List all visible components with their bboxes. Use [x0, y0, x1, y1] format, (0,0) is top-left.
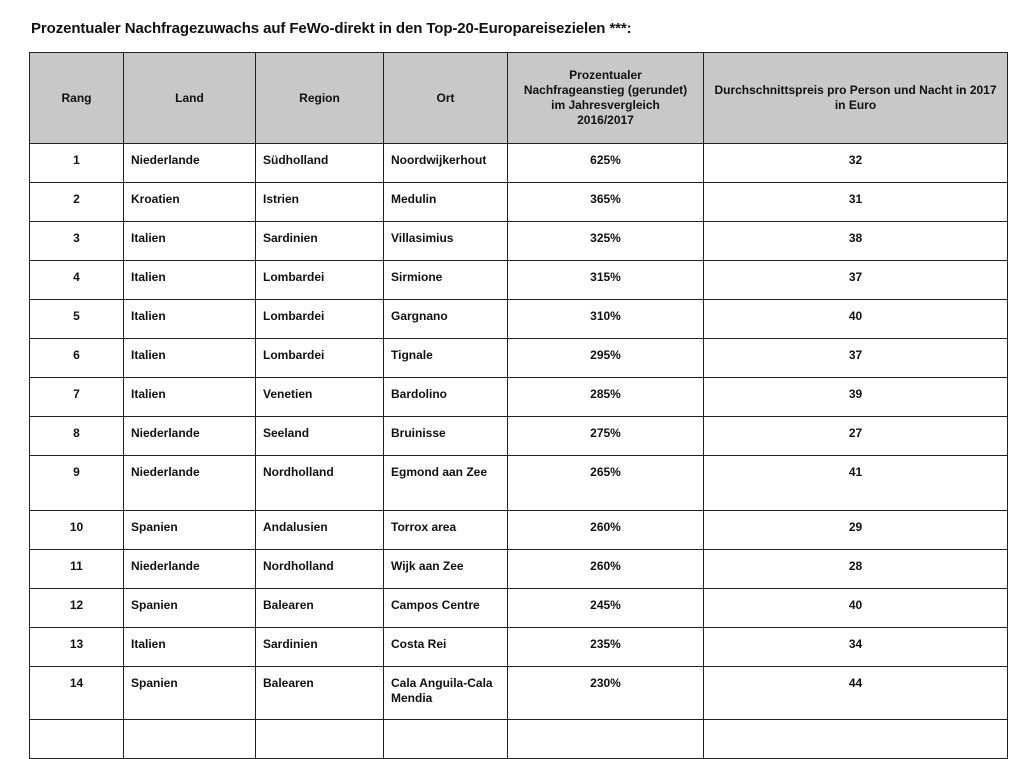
cell-anstieg: 315% [508, 261, 704, 300]
table-row [30, 339, 1008, 378]
cell-ort: Sirmione [384, 261, 508, 300]
cell-anstieg: 310% [508, 300, 704, 339]
cell-ort: Torrox area [384, 511, 508, 550]
cell-region: Nordholland [256, 550, 384, 589]
table-header-row [30, 53, 1008, 144]
cell-land: Italien [124, 628, 256, 667]
cell-land: Italien [124, 222, 256, 261]
cell-region: Seeland [256, 417, 384, 456]
header-land: Land [124, 53, 256, 144]
table-row [30, 222, 1008, 261]
cell-preis: 28 [704, 550, 1008, 589]
destinations-table [29, 52, 1008, 759]
cell-preis: 40 [704, 589, 1008, 628]
cell-region: Istrien [256, 183, 384, 222]
cell-ort: Bruinisse [384, 417, 508, 456]
cell-region: Südholland [256, 144, 384, 183]
cell-anstieg: 235% [508, 628, 704, 667]
cell-land: Italien [124, 261, 256, 300]
cell-anstieg: 365% [508, 183, 704, 222]
cell-land: Niederlande [124, 144, 256, 183]
cell-preis: 41 [704, 456, 1008, 511]
cell-anstieg: 275% [508, 417, 704, 456]
document-title: Prozentualer Nachfragezuwachs auf FeWo-direkt in den Top-20-Europareisezielen ***: [31, 20, 632, 37]
cell-anstieg: 230% [508, 667, 704, 720]
cell-anstieg: 325% [508, 222, 704, 261]
cell-region: Balearen [256, 589, 384, 628]
cell-anstieg: 260% [508, 550, 704, 589]
cell-land: Spanien [124, 511, 256, 550]
table-row [30, 378, 1008, 417]
cell-land: Italien [124, 378, 256, 417]
cell-rang: 10 [30, 511, 124, 550]
cell-land: Niederlande [124, 456, 256, 511]
cell-ort: Egmond aan Zee [384, 456, 508, 511]
cell-region: Venetien [256, 378, 384, 417]
cell-rang: 8 [30, 417, 124, 456]
cell-rang: 2 [30, 183, 124, 222]
cell-ort: Villasimius [384, 222, 508, 261]
cell-preis: 34 [704, 628, 1008, 667]
cell-preis: 37 [704, 339, 1008, 378]
table-row [30, 261, 1008, 300]
cell-region: Sardinien [256, 222, 384, 261]
header-ort: Ort [384, 53, 508, 144]
cell-rang: 9 [30, 456, 124, 511]
cell-ort: Tignale [384, 339, 508, 378]
table-row [30, 628, 1008, 667]
table-row [30, 511, 1008, 550]
cell-empty [384, 720, 508, 759]
cell-rang: 14 [30, 667, 124, 720]
header-anstieg: Prozentualer Nachfrageanstieg (gerundet) im Jahresvergleich 2016/2017 [508, 53, 704, 144]
table-row [30, 456, 1008, 511]
cell-empty [704, 720, 1008, 759]
cell-ort: Costa Rei [384, 628, 508, 667]
header-region: Region [256, 53, 384, 144]
cell-land: Niederlande [124, 417, 256, 456]
cell-anstieg: 295% [508, 339, 704, 378]
cell-region: Balearen [256, 667, 384, 720]
table-row [30, 417, 1008, 456]
cell-empty [256, 720, 384, 759]
cell-ort: Campos Centre [384, 589, 508, 628]
cell-preis: 27 [704, 417, 1008, 456]
cell-preis: 44 [704, 667, 1008, 720]
cell-land: Spanien [124, 589, 256, 628]
cell-region: Lombardei [256, 300, 384, 339]
cell-rang: 13 [30, 628, 124, 667]
cell-rang: 4 [30, 261, 124, 300]
cell-rang: 12 [30, 589, 124, 628]
cell-ort: Cala Anguila-Cala Mendia [384, 667, 508, 720]
cell-rang: 7 [30, 378, 124, 417]
cell-ort: Bardolino [384, 378, 508, 417]
table-row [30, 183, 1008, 222]
table-row-partial [30, 720, 1008, 759]
cell-anstieg: 625% [508, 144, 704, 183]
cell-land: Italien [124, 300, 256, 339]
cell-preis: 39 [704, 378, 1008, 417]
cell-preis: 31 [704, 183, 1008, 222]
cell-ort: Wijk aan Zee [384, 550, 508, 589]
cell-region: Sardinien [256, 628, 384, 667]
cell-rang: 5 [30, 300, 124, 339]
cell-preis: 38 [704, 222, 1008, 261]
header-preis: Durchschnittspreis pro Person und Nacht in 2017 in Euro [704, 53, 1008, 144]
cell-land: Niederlande [124, 550, 256, 589]
cell-rang: 11 [30, 550, 124, 589]
cell-empty [30, 720, 124, 759]
cell-preis: 29 [704, 511, 1008, 550]
header-rang: Rang [30, 53, 124, 144]
cell-anstieg: 265% [508, 456, 704, 511]
table-row [30, 300, 1008, 339]
cell-region: Nordholland [256, 456, 384, 511]
cell-region: Andalusien [256, 511, 384, 550]
cell-region: Lombardei [256, 339, 384, 378]
table-row [30, 144, 1008, 183]
cell-empty [508, 720, 704, 759]
cell-anstieg: 260% [508, 511, 704, 550]
table-row [30, 667, 1008, 720]
cell-ort: Noordwijkerhout [384, 144, 508, 183]
cell-land: Italien [124, 339, 256, 378]
cell-ort: Gargnano [384, 300, 508, 339]
cell-empty [124, 720, 256, 759]
cell-rang: 3 [30, 222, 124, 261]
cell-anstieg: 245% [508, 589, 704, 628]
table-row [30, 589, 1008, 628]
cell-preis: 40 [704, 300, 1008, 339]
cell-land: Kroatien [124, 183, 256, 222]
cell-preis: 32 [704, 144, 1008, 183]
cell-rang: 1 [30, 144, 124, 183]
table-row [30, 550, 1008, 589]
cell-preis: 37 [704, 261, 1008, 300]
cell-anstieg: 285% [508, 378, 704, 417]
cell-region: Lombardei [256, 261, 384, 300]
cell-land: Spanien [124, 667, 256, 720]
cell-rang: 6 [30, 339, 124, 378]
cell-ort: Medulin [384, 183, 508, 222]
